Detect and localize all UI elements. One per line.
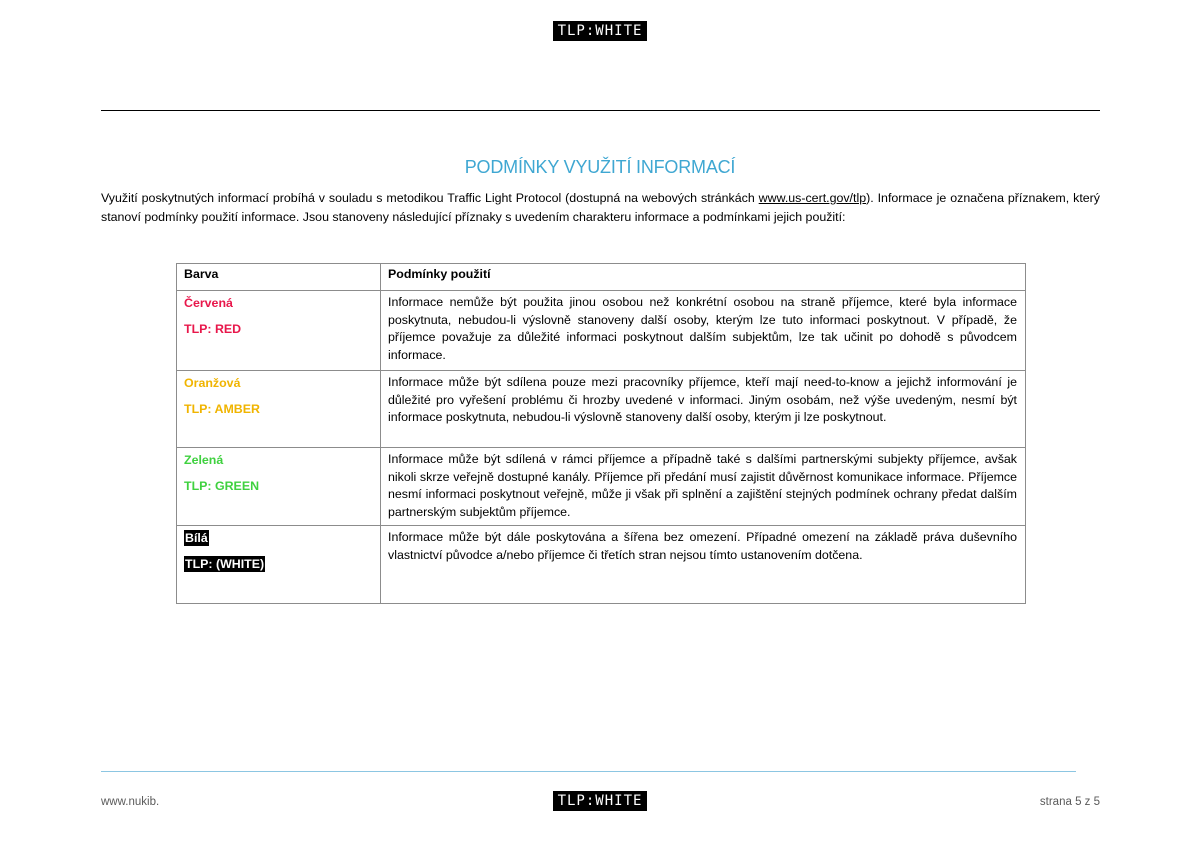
intro-text-before-link: Využití poskytnutých informací probíhá v souladu s metodikou Traffic Light Protocol (dostupná na webových stránkách	[101, 191, 759, 205]
header-conditions: Podmínky použití	[381, 264, 1026, 291]
header-color: Barva	[177, 264, 381, 291]
conditions-white: Informace může být dále poskytována a šířena bez omezení. Případné omezení na základě práva duševního vlastnictví původce a/nebo příjemce či třetích stran nejsou tímto ustanovením dotčena.	[381, 526, 1026, 604]
color-name-red: Červená	[184, 296, 233, 310]
intro-paragraph	[101, 189, 1100, 226]
tlp-white-badge-top: TLP:WHITE	[553, 21, 647, 41]
color-cell-amber	[177, 371, 381, 448]
tlp-label-white-wrap	[184, 556, 373, 572]
table-row-amber	[177, 371, 1026, 448]
tlp-conditions-table	[176, 263, 1026, 604]
us-cert-tlp-link[interactable]: www.us-cert.gov/tlp	[758, 191, 867, 205]
table-row-white	[177, 526, 1026, 604]
color-name-green: Zelená	[184, 453, 224, 467]
tlp-label-green: TLP: GREEN	[184, 479, 260, 493]
color-cell-red	[177, 291, 381, 371]
color-name-white: Bílá	[185, 531, 208, 546]
footer-divider	[101, 771, 1076, 772]
table-header-row	[177, 264, 1026, 291]
tlp-label-amber: TLP: AMBER	[184, 402, 260, 416]
color-cell-white	[177, 526, 381, 604]
footer-website[interactable]: www.nukib.	[101, 796, 160, 808]
table-row-green	[177, 448, 1026, 526]
intro-text-after-link: ). Informace je označena příznakem, který stanoví podmínky použití informace. Jsou stanoveny následující příznaky s uvedením charakteru informace a podmínkami jejich použití:	[101, 191, 1100, 224]
conditions-red: Informace nemůže být použita jinou osobou než konkrétní osobou na straně příjemce, které byla informace poskytnuta, nebudou-li výslovně stanoveny další osoby, kterým lze tuto informaci poskytnout. V případě, že příjemce považuje za důležité informaci poskytnout dalším subjektům, lze tak učinit po dohodě s původcem informace.	[381, 291, 1026, 371]
header-divider	[101, 110, 1100, 111]
color-name-amber: Oranžová	[184, 376, 241, 390]
conditions-green: Informace může být sdílená v rámci příjemce a případně také s dalšími partnerskými subjekty příjemce, avšak nikoli skrze veřejně dostupné kanály. Příjemce při předání musí zajistit důvěrnost komunikace informace. Příjemce nesmí informaci poskytnout veřejně, může ji však při splnění a zajištění stejných podmínek ochrany předat dalším partnerským subjektům příjemce.	[381, 448, 1026, 526]
conditions-amber: Informace může být sdílena pouze mezi pracovníky příjemce, kteří mají need-to-know a jejichž informování je důležité pro vyřešení problému či hrozby uvedené v informaci. Jiným osobám, než výše uvedeným, nesmí být informace poskytnuta, nebudou-li výslovně stanoveny další osoby, kterým ji lze poskytnout.	[381, 371, 1026, 448]
color-name-white-wrap	[184, 530, 373, 546]
tlp-label-red: TLP: RED	[184, 322, 242, 336]
tlp-label-white: TLP: (WHITE)	[185, 557, 265, 572]
table-row-red	[177, 291, 1026, 371]
color-cell-green	[177, 448, 381, 526]
page-title: PODMÍNKY VYUŽITÍ INFORMACÍ	[464, 157, 736, 177]
page-number: strana 5 z 5	[1039, 796, 1100, 808]
tlp-white-badge-bottom: TLP:WHITE	[553, 791, 647, 811]
